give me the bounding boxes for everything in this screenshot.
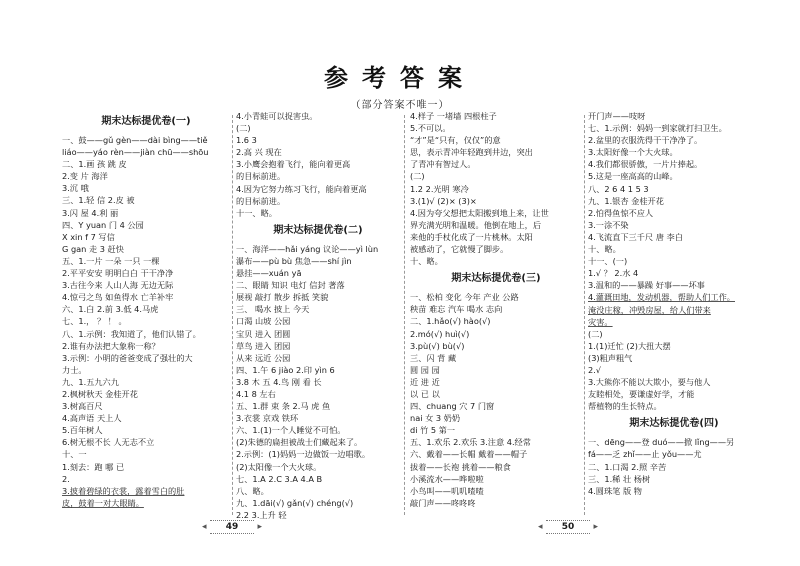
answer-line: 来他的手杖化成了一片桃林。太阳	[410, 231, 533, 242]
answer-line: 一、鼓——gǔ gèn——dài bìng——tiě	[62, 135, 208, 145]
answer-line: 1.6 3	[236, 135, 257, 146]
answer-line: 三、1.稀 壮 杨树	[588, 473, 651, 484]
answer-line: 八、1.示例：我知道了，他们认错了。	[62, 328, 201, 339]
answer-line: 六、1.白 2.前 3.低 4.马虎	[62, 304, 159, 315]
answer-column-3	[410, 110, 582, 520]
answer-line: 七、1.， ？ ！ 。	[62, 316, 127, 327]
answer-line: 思，表示青冲年轻跑到井边，突出	[410, 147, 533, 158]
answer-column-2	[236, 110, 400, 520]
answer-line: 3.8 木 五 4.鸟 刚 看 长	[236, 376, 322, 387]
answer-line: 五、1.群 束 条 2.马 虎 鱼	[236, 401, 331, 412]
answer-line: 五、1.欢乐 2.欢乐 3.注意 4.经常	[410, 437, 531, 448]
answer-line: 以 已 以	[410, 388, 440, 399]
answer-line: 5.百年树人	[62, 425, 103, 436]
answer-line: 秧苗 难忘 汽车 喝水 志向	[410, 304, 503, 315]
underlined-answer: 淹没庄稼，冲毁房屋，给人们带来	[588, 304, 711, 315]
answer-line: 友睦相处，要谦虚好学，才能	[588, 389, 695, 400]
answer-line: 2.mó(√) huì(√)	[410, 328, 470, 339]
answer-line: 宝贝 进入 团圆	[236, 328, 291, 339]
answer-line: 四、Y yuan 门 4 公园	[62, 219, 144, 230]
answer-line	[588, 316, 760, 328]
answer-line: di 竹 5 第一	[410, 425, 456, 436]
column-divider	[232, 115, 233, 515]
answer-line	[62, 485, 230, 497]
answer-line: 五、1.一片 一朵 一只 一棵	[62, 255, 160, 266]
answer-line: G gan 走 3 赶快	[62, 243, 124, 254]
answer-line: (3)粗声粗气	[588, 352, 633, 363]
answer-line	[62, 497, 230, 509]
answer-line: 2.怕得鱼惊不应人	[588, 207, 654, 218]
answer-line: 力士。	[62, 364, 87, 375]
answer-line: 九、1.银杏 金桂开花	[588, 195, 664, 206]
answer-line: 1.√ ？ 2.水 4	[588, 268, 639, 279]
answer-column-1	[62, 110, 230, 520]
page-number-right-value: 50	[561, 522, 575, 532]
answer-line: 悬挂——xuán yā	[236, 268, 302, 279]
answer-line: 草鸟 进入 团园	[236, 340, 291, 351]
answer-line: 3.闪 屋 4.利 丽	[62, 207, 119, 218]
page-number-right: ◂ 50 ▸	[538, 518, 598, 536]
answer-line: fá——乏 zhǐ——止 yǒu——尤	[588, 449, 702, 460]
answer-line: 3.温和的——暴躁 好事——坏事	[588, 280, 705, 291]
answer-line: 小鸟叫——叽叽喳喳	[410, 485, 484, 496]
answer-line: 4.圆珠笔 版 物	[588, 485, 642, 496]
answer-line: 三、1.轻 信 2.皮 被	[62, 195, 135, 206]
answer-line: 瀑布——pù bù 焦急——shí jìn	[236, 255, 352, 266]
answer-line: 从来 远近 公园	[236, 352, 291, 363]
answer-line: 八、略。	[236, 485, 269, 496]
answer-line: 十一、(一)	[588, 256, 628, 267]
answer-line: 七、1.A 2.C 3.A 4.A B	[236, 473, 323, 484]
answer-line: 近 进 近	[410, 376, 440, 387]
answer-line: 九、1.dāi(√) gǎn(√) chéng(√)	[236, 497, 354, 508]
answer-line: 十、一	[62, 449, 87, 460]
answer-line: 3.(1)√ (2)× (3)×	[410, 195, 477, 206]
section-heading: 期末达标提优卷(三)	[451, 273, 541, 285]
answer-line: 2.高 兴 现在	[236, 147, 282, 158]
answer-line: 4.样子 一堵墙 四根柱子	[410, 111, 497, 121]
answer-line: 六、戴着——长帽 戴着——帽子	[410, 449, 528, 460]
answer-line: 2.	[62, 473, 70, 484]
answer-line	[588, 304, 760, 316]
answer-line: 小溪流水——哗啦啦	[410, 473, 484, 484]
answer-line: 十一、略。	[236, 207, 277, 218]
answer-column-4	[588, 110, 760, 520]
answer-line: 4.因为夸父想把太阳搬到地上来，让世	[410, 207, 549, 218]
page-number-left-value: 49	[225, 522, 239, 532]
answer-line: 二、1.画 孩 跳 皮	[62, 159, 127, 170]
page-subtitle: （部分答案不唯一）	[350, 100, 450, 111]
answer-line: 4.飞流直下三千尺 唐 李白	[588, 231, 683, 242]
column-divider	[584, 115, 585, 515]
answer-line: 1.(1)迁忙 (2)大扭大摆	[588, 340, 671, 351]
answer-line: 六、1.(1)一个人睡觉不可怕。	[236, 425, 346, 436]
answer-line: 1.2 2.光明 寒冷	[410, 183, 469, 194]
answer-line: 八、2 6 4 1 5 3	[588, 183, 649, 194]
underlined-answer: 3.披着碧绿的衣裳，露着雪白的肚	[62, 485, 185, 496]
answer-line: 一、海洋——hǎi yáng 议论——yì lùn	[236, 243, 379, 254]
answer-line: (2)朱德的扁担被战士们藏起来了。	[236, 437, 363, 448]
answer-line: 2.变 片 海洋	[62, 171, 108, 182]
answer-line: 九、1.五九六九	[62, 376, 119, 387]
answer-line: 帮植物的生长特点。	[588, 401, 662, 412]
answer-line: 2.2 3.上升 轻	[236, 509, 287, 520]
answer-line: 一、松柏 变化 今年 产业 公路	[410, 292, 519, 303]
answer-line: 3.一涂不染	[588, 219, 629, 230]
answer-line: 二、1.口渴 2.照 辛苦	[588, 461, 667, 472]
answer-line: 三、 喝水 披上 今天	[236, 304, 310, 315]
answer-line: 4.惊弓之鸟 如鱼得水 亡羊补牢	[62, 292, 174, 303]
answer-line: 2.谁有办法把大象称一称？	[62, 340, 160, 351]
answer-line: 3.示例：小明的爸爸变成了强壮的大	[62, 352, 193, 363]
answer-line: 被感动了，它就慢了脚步。	[410, 244, 509, 255]
answer-line: 七、1.示例：妈妈一到家就打扫卫生。	[588, 123, 727, 134]
answer-line: 十、略。	[588, 244, 621, 255]
answer-line: 界充满光明和温暖。他倒在地上，后	[410, 219, 542, 230]
answer-line: 敲门声——咚咚咚	[410, 497, 476, 508]
page-number-left: ◂ 49 ▸	[202, 518, 262, 536]
answer-line: 4.因为它努力练习飞行，能向着更高	[236, 183, 367, 194]
answer-line: (二)	[588, 328, 603, 339]
answer-line: 开门声——吱呀	[588, 111, 646, 121]
answer-line: 3.古往今来 人山人海 无边无际	[62, 280, 174, 291]
answer-line: 2.√	[588, 364, 602, 375]
answer-line: 4.我们都很骄傲，一片片捧起。	[588, 159, 703, 170]
answer-line: 四、1.午 6 jiào 2.印 yìn 6	[236, 364, 335, 375]
answer-line: 6.树无根不长 人无志不立	[62, 437, 155, 448]
underlined-answer: 4.灌溉田地，发动机器，帮助人们工作。	[588, 292, 735, 303]
answer-line: 2.盆里的衣服洗得干干净净了。	[588, 135, 703, 146]
answer-line: 十、略。	[410, 256, 443, 267]
answer-line: 一、dēng——登 duó——掀 lǐng——另	[588, 437, 735, 448]
answer-line: X xin f 7 写信	[62, 231, 115, 242]
answer-line: 2.平平安安 明明白白 干干净净	[62, 268, 174, 279]
underlined-answer: 皮，鼓着一对大眼睛。	[62, 497, 144, 508]
answer-line: 3.沉 哦	[62, 183, 89, 194]
answer-line: 四、chuang 穴 7 门窗	[410, 401, 495, 412]
answer-line: 3.衣裳 京戏 铁环	[236, 413, 299, 424]
answer-line: 口渴 山坡 公园	[236, 316, 291, 327]
answer-line: (二)	[410, 171, 425, 182]
section-heading: 期末达标提优卷(一)	[101, 116, 191, 127]
answer-line: 3.树高百尺	[62, 401, 103, 412]
answer-line: 3.pù(√) bù(√)	[410, 340, 465, 351]
answer-line: 5.这是一座高高的山峰。	[588, 171, 678, 182]
answer-line: 拔着——长袍 挑着——粮食	[410, 461, 511, 472]
answer-line: 的目标前进。	[236, 171, 286, 182]
answer-line: 2.枫树秋天 金桂开花	[62, 388, 138, 399]
answer-line: 4.高声语 天上人	[62, 413, 122, 424]
answer-line: 2.示例：(1)妈妈一边做饭一边唱歌。	[236, 449, 371, 460]
answer-line: 4.小青蛙可以捉害虫。	[236, 111, 318, 121]
answer-line: 1.刻去：跑 哪 已	[62, 461, 125, 472]
answer-line: 展视 敲打 散步 拆抵 笑貌	[236, 292, 329, 303]
answer-line: 3.太阳好像一个大火球。	[588, 147, 678, 158]
section-heading: 期末达标提优卷(二)	[273, 224, 363, 236]
answer-line: liáo——yáo rèn——jiàn chū——shōu	[62, 147, 209, 158]
answer-line: 3.大熊你不能以大欺小，要与他人	[588, 377, 711, 388]
page-fold-divider	[404, 115, 405, 515]
answer-line: 三、闪 背 藏	[410, 352, 457, 363]
answer-line: 4.1 8 左右	[236, 388, 276, 399]
answer-line: 二、眼睛 知识 电灯 信封 著落	[236, 280, 345, 291]
answer-line: (二)	[236, 123, 251, 134]
answer-line: “才”是“只有，仅仅”的意	[410, 135, 501, 146]
answer-line: 3.小鹰会抱着飞行，能向着更高	[236, 159, 351, 170]
answer-line: 圆 园 园	[410, 364, 440, 375]
section-heading: 期末达标提优卷(四)	[629, 418, 719, 430]
answer-line: 二、1.hǎo(√) hào(√)	[410, 316, 491, 327]
page-title: 参考答案	[324, 63, 476, 92]
answer-line: 5.不可以。	[410, 123, 451, 134]
answer-line	[588, 291, 760, 303]
answer-line: 的目标前进。	[236, 195, 286, 206]
answer-line: nai 女 3 奶奶	[410, 413, 461, 424]
underlined-answer: 灾害。	[588, 316, 613, 327]
answer-line: 了青冲有智过人。	[410, 159, 476, 170]
answer-line: (2)太阳像一个大火球。	[236, 461, 322, 472]
